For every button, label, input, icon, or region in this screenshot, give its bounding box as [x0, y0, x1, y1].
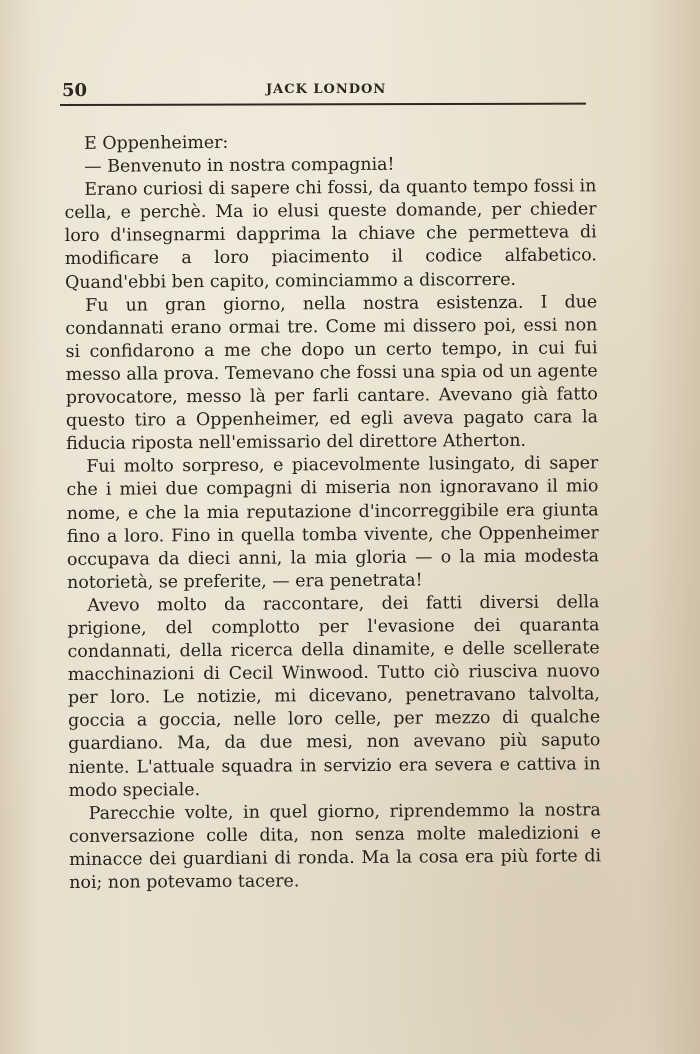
- paragraph: — Benvenuto in nostra compagnia!: [84, 154, 395, 177]
- paragraph: Fu un gran giorno, nella nostra esistenza. I due condannati erano ormai tre. Come mi dissero poi, essi non si confidarono a me che dopo un certo tempo, in cui fui messo alla prova. Temevano che fossi una spia od un agente provocatore, messo là per farli cantare. Avevano già fatto questo tiro a Oppenheimer, ed egli aveva pagato cara la fiducia riposta nell'emissario del direttore Atherton.: [65, 291, 599, 455]
- page-number: 50: [62, 80, 88, 101]
- paragraph: E Oppenheimer:: [84, 132, 229, 154]
- paragraph: Fui molto sorpreso, e piacevolmente lusingato, di saper che i miei due compagni di miseria non ignoravano il mio nome, e che la mia reputazione d'incorreggibile era giunta fino a loro. Fino in quella tomba vivente, che Oppenheimer occupava da dieci anni, la mia gloria — o la mia modesta notorietà, se preferite, — era penetrata!: [66, 453, 600, 593]
- paragraph: Parecchie volte, in quel giorno, riprendemmo la nostra conversazione colle dita, non senza molte maledizioni e minacce dei guardiani di ronda. Ma la cosa era più forte di noi; non potevamo tacere.: [68, 799, 602, 893]
- paragraph: Erano curiosi di sapere chi fossi, da quanto tempo fossi in cella, e perchè. Ma io elusi queste domande, per chieder loro d'insegnarmi dapprima la chiave che permetteva di modificare a loro piacimento il codice alfabetico. Quand'ebbi ben capito, cominciammo a discorrere.: [64, 176, 597, 293]
- paragraph: Avevo molto da raccontare, dei fatti diversi della prigione, del complotto per l'evasione dei quaranta condannati, della ricerca della dinamite, e delle scellerate macchinazioni di Cecil Winwood. Tutto ciò riusciva nuovo per loro. Le notizie, mi dicevano, penetravano talvolta, goccia a goccia, nelle loro celle, per mezzo di qualche guardiano. Ma, da due mesi, non avevano più saputo niente. L'attuale squadra in servizio era severa e cattiva in modo speciale.: [67, 592, 601, 801]
- running-head: JACK LONDON: [266, 82, 387, 97]
- header-rule: [60, 103, 586, 106]
- body-text: [64, 129, 601, 895]
- page-header: [60, 78, 586, 104]
